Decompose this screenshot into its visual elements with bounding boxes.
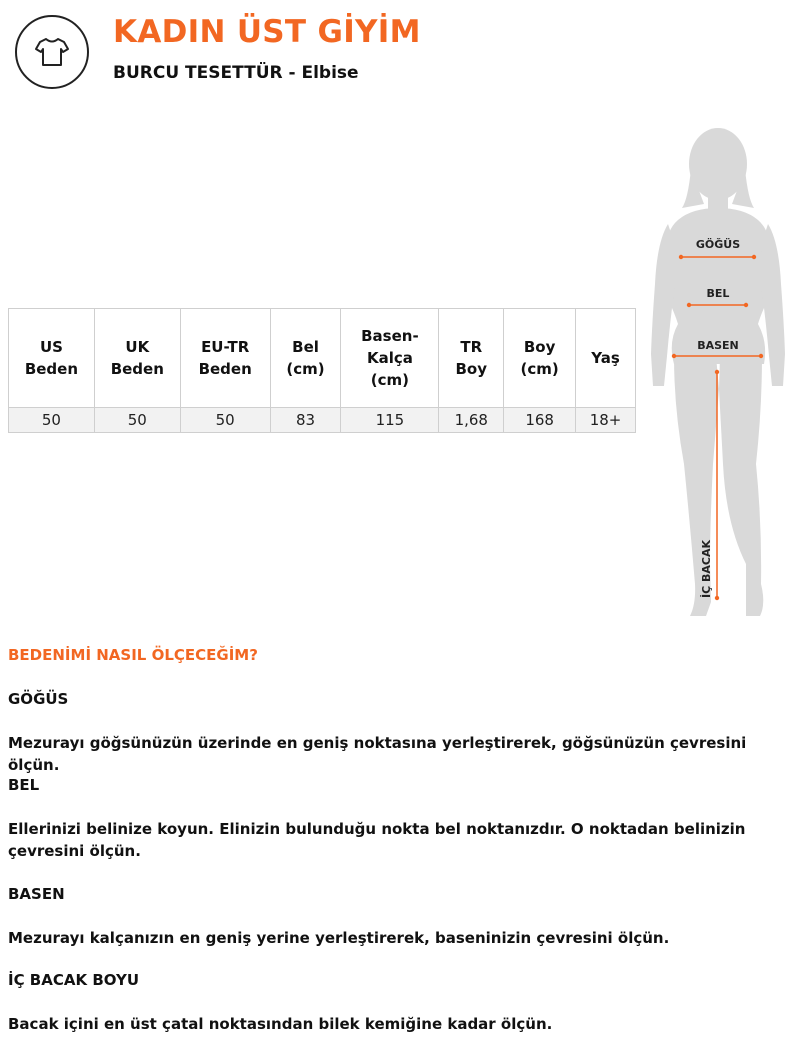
cell-tr-boy: 1,68	[439, 408, 504, 433]
body-silhouette-icon	[648, 124, 790, 619]
header-boy: Boy (cm)	[504, 309, 576, 408]
guide-text-inseam: Bacak içini en üst çatal noktasından bilek kemiğine kadar ölçün.	[8, 1015, 553, 1033]
page-title: KADIN ÜST GİYİM	[113, 14, 421, 50]
guide-text-chest: Mezurayı göğsünüzün üzerinde en geniş noktasına yerleştirerek, göğsünüzün çevresini ölçün.	[8, 734, 747, 774]
header-basen-kalca: Basen- Kalça (cm)	[341, 309, 439, 408]
chest-label: GÖĞÜS	[695, 238, 741, 251]
cell-basen-kalca: 115	[341, 408, 439, 433]
header-eu-tr-beden: EU-TR Beden	[180, 309, 270, 408]
header-bel: Bel (cm)	[270, 309, 341, 408]
table-header-row	[9, 309, 636, 408]
cell-uk-beden: 50	[94, 408, 180, 433]
guide-heading-hip: BASEN	[8, 885, 65, 903]
tshirt-icon	[15, 15, 89, 89]
cell-yas: 18+	[576, 408, 636, 433]
header-us-beden: US Beden	[9, 309, 95, 408]
guide-title: BEDENİMİ NASIL ÖLÇECEĞİM?	[8, 646, 258, 664]
cell-bel: 83	[270, 408, 341, 433]
size-table	[8, 308, 636, 433]
table-row	[9, 408, 636, 433]
guide-text-hip: Mezurayı kalçanızın en geniş yerine yerleştirerek, baseninizin çevresini ölçün.	[8, 929, 670, 947]
header-tr-boy: TR Boy	[439, 309, 504, 408]
header-yas: Yaş	[576, 309, 636, 408]
cell-us-beden: 50	[9, 408, 95, 433]
inseam-label: İÇ BACAK	[700, 539, 713, 599]
waist-label: BEL	[706, 287, 730, 300]
guide-heading-inseam: İÇ BACAK BOYU	[8, 971, 140, 989]
guide-text-waist: Ellerinizi belinize koyun. Elinizin bulunduğu nokta bel noktanızdır. O noktadan belinizin çevresini ölçün.	[8, 820, 746, 860]
guide-heading-waist: BEL	[8, 776, 40, 794]
hip-label: BASEN	[697, 339, 739, 352]
cell-eu-tr-beden: 50	[180, 408, 270, 433]
product-subtitle: BURCU TESETTÜR - Elbise	[113, 63, 359, 83]
guide-heading-chest: GÖĞÜS	[8, 690, 69, 708]
header-uk-beden: UK Beden	[94, 309, 180, 408]
cell-boy: 168	[504, 408, 576, 433]
